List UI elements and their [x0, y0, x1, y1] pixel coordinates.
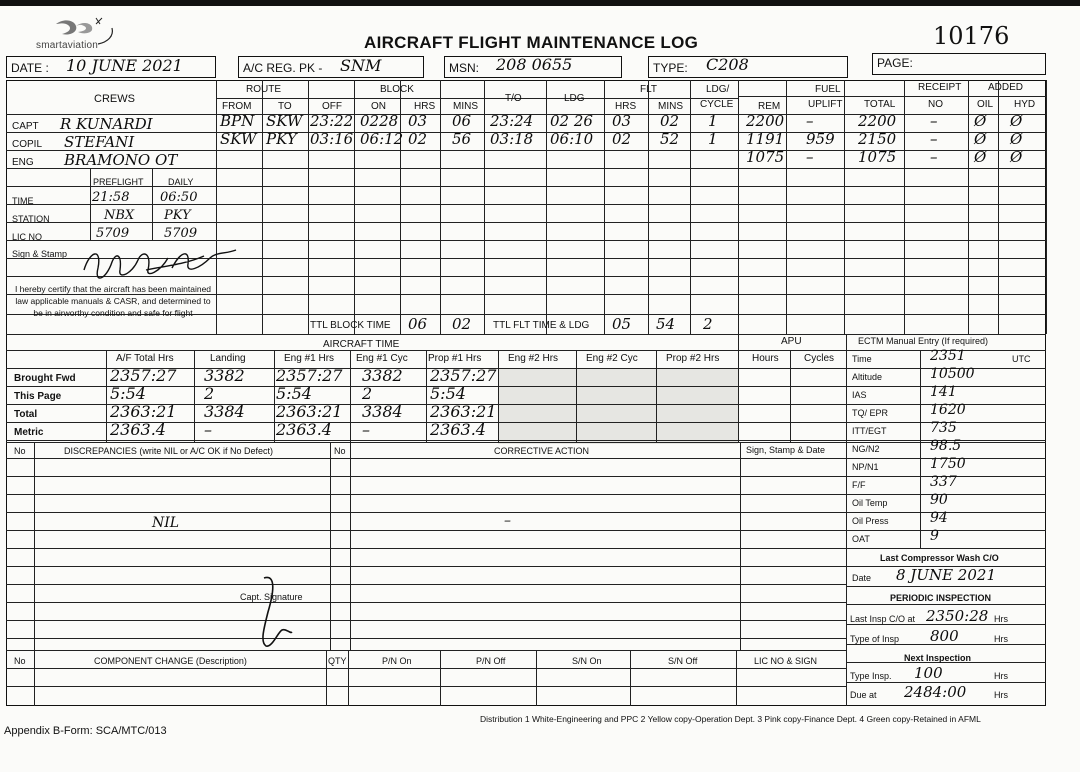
corrective-no-header: No	[334, 446, 346, 456]
flight-cell-rem: 2200	[746, 112, 785, 130]
aircraft-time-cell: 2357:27	[430, 366, 497, 385]
grid-hline	[738, 276, 1046, 277]
grid-hline	[738, 168, 1046, 169]
type-insp-value: 800	[930, 627, 959, 645]
comp-title: COMPONENT CHANGE (Description)	[94, 656, 247, 666]
grid-hline	[738, 186, 1046, 187]
flight-cell-from: SKW	[220, 130, 257, 148]
grid-hline	[6, 458, 846, 459]
ectm-label: NP/N1	[852, 462, 879, 472]
type-insp-label: Type of Insp	[850, 634, 900, 644]
flight-cell-rem: 1191	[746, 130, 785, 148]
type-value: C208	[706, 55, 749, 74]
msn-label: MSN:	[449, 61, 479, 75]
aircraft-time-col-header: Eng #1 Cyc	[356, 353, 408, 364]
oil-header: OIL	[977, 99, 994, 110]
flight-cell-flt_mins: 02	[660, 112, 680, 130]
grid-hline	[6, 334, 1046, 335]
grid-vline	[216, 80, 217, 334]
last-insp-hrs: Hrs	[994, 614, 1008, 624]
preflight-header: PREFLIGHT	[93, 177, 144, 187]
capt-label: CAPT	[12, 121, 39, 132]
time-label: TIME	[12, 196, 34, 206]
ectm-title: ECTM Manual Entry (If required)	[858, 336, 989, 346]
pn-off-header: P/N Off	[476, 656, 506, 666]
due-hrs: Hrs	[994, 690, 1008, 700]
reg-value: SNM	[340, 56, 382, 75]
flight-cell-hrs: 03	[408, 112, 428, 130]
shaded-unused-cells	[498, 368, 738, 444]
disc-entry: NIL	[152, 515, 180, 531]
lic-label: LIC NO	[12, 232, 43, 242]
flight-cell-to_t: 03:18	[490, 130, 534, 148]
comp-no-header: No	[14, 656, 26, 666]
grid-hline	[6, 512, 846, 513]
grid-hline	[846, 548, 1046, 549]
lic-sign-header: LIC NO & SIGN	[754, 656, 818, 666]
off-header: OFF	[322, 101, 342, 112]
flight-cell-flt_hrs: 02	[612, 130, 632, 148]
aircraft-time-cell: 3382	[204, 366, 245, 385]
grid-hline	[738, 258, 1046, 259]
to-header: TO	[278, 101, 292, 112]
grid-hline	[738, 222, 1046, 223]
next-type-hrs: Hrs	[994, 671, 1008, 681]
ectm-label: F/F	[852, 480, 866, 490]
grid-hline	[6, 476, 846, 477]
flight-cell-receipt: –	[930, 148, 938, 166]
aircraft-time-cell: 2	[362, 384, 373, 403]
sn-on-header: S/N On	[572, 656, 602, 666]
logo-text: smartaviation	[36, 40, 99, 51]
grid-vline	[426, 350, 427, 442]
aircraft-time-cell: –	[204, 420, 212, 439]
ttl-flt-label: TTL FLT TIME & LDG	[493, 320, 590, 331]
flight-cell-oil: Ø	[974, 148, 987, 166]
fuel-header: FUEL	[815, 84, 841, 95]
flight-cell-total: 1075	[858, 148, 897, 166]
aircraft-time-col-header: A/F Total Hrs	[116, 353, 174, 364]
aircraft-time-cell: 5:54	[276, 384, 312, 403]
ectm-value: 90	[930, 492, 948, 508]
aircraft-time-cell: 2363:21	[430, 402, 497, 421]
block-hrs-header: HRS	[414, 101, 436, 112]
from-header: FROM	[222, 101, 252, 112]
capt-name: R KUNARDI	[60, 115, 153, 133]
aircraft-time-row-label: Total	[14, 409, 38, 420]
grid-vline	[34, 442, 35, 650]
ectm-label: Altitude	[852, 372, 883, 382]
grid-vline	[920, 350, 921, 548]
flight-cell-from: BPN	[220, 112, 255, 130]
grid-hline	[6, 548, 846, 549]
ectm-label: Oil Temp	[852, 498, 888, 508]
sn-off-header: S/N Off	[668, 656, 698, 666]
ectm-value: 337	[930, 474, 957, 490]
aircraft-time-cell: 5:54	[430, 384, 466, 403]
aircraft-time-cell: 3384	[362, 402, 403, 421]
grid-vline	[498, 350, 499, 442]
ttl-block-label: TTL BLOCK TIME	[310, 320, 391, 331]
grid-vline	[630, 650, 631, 706]
aircraft-time-cell: 3384	[204, 402, 245, 421]
corrective-entry: –	[504, 513, 511, 529]
grid-hline	[846, 530, 1046, 531]
flight-cell-mins: 06	[452, 112, 472, 130]
pn-on-header: P/N On	[382, 656, 412, 666]
flight-cell-hyd: Ø	[1010, 148, 1023, 166]
aircraft-time-cell: 2357:27	[110, 366, 177, 385]
station-label: STATION	[12, 214, 50, 224]
grid-hline	[738, 294, 1046, 295]
flight-cell-to_t: 23:24	[490, 112, 534, 130]
grid-vline	[308, 80, 309, 334]
grid-vline	[846, 334, 847, 706]
aircraft-time-row-label: Metric	[14, 427, 44, 438]
grid-hline	[738, 350, 846, 351]
ectm-value: 1750	[930, 456, 966, 472]
flight-cell-ldg: 06:10	[550, 130, 594, 148]
grid-hline	[6, 530, 846, 531]
date-label: DATE :	[11, 61, 49, 75]
grid-vline	[790, 350, 791, 442]
ectm-label: TQ/ EPR	[852, 408, 889, 418]
aircraft-time-col-header: Eng #1 Hrs	[284, 353, 335, 364]
aircraft-time-cell: 2357:27	[276, 366, 343, 385]
ectm-label: IAS	[852, 390, 867, 400]
ldg-cycle-header-1: LDG/	[706, 84, 730, 95]
ectm-value: 735	[930, 420, 957, 436]
grid-vline	[1046, 80, 1047, 334]
flight-cell-oil: Ø	[974, 130, 987, 148]
grid-vline	[400, 80, 401, 334]
added-header: ADDED	[988, 82, 1024, 93]
receipt-no-header: NO	[928, 99, 943, 110]
grid-hline	[6, 350, 738, 351]
type-insp-hrs: Hrs	[994, 634, 1008, 644]
grid-hline	[6, 638, 846, 639]
grid-vline	[648, 80, 649, 334]
reg-label: A/C REG. PK -	[243, 61, 323, 75]
grid-vline	[968, 80, 969, 334]
receipt-header: RECEIPT	[918, 82, 962, 93]
grid-vline	[326, 650, 327, 706]
grid-vline	[348, 650, 349, 706]
grid-vline	[844, 80, 845, 334]
grid-vline	[262, 80, 263, 334]
aircraft-time-header: AIRCRAFT TIME	[323, 339, 400, 350]
periodic-title: PERIODIC INSPECTION	[890, 593, 992, 603]
flt-header: FLT	[640, 84, 658, 95]
flight-cell-off: 03:16	[310, 130, 354, 148]
aircraft-time-cell: 2363.4	[110, 420, 166, 439]
flight-cell-on: 0228	[360, 112, 399, 130]
ectm-value: 141	[930, 384, 957, 400]
ldg-cycle-header-2: CYCLE	[700, 99, 734, 110]
flight-cell-ldg: 02 26	[550, 112, 593, 130]
grid-hline	[738, 240, 1046, 241]
hyd-header: HYD	[1014, 99, 1036, 110]
grid-vline	[904, 80, 905, 334]
block-header: BLOCK	[380, 84, 414, 95]
flight-cell-oil: Ø	[974, 112, 987, 130]
grid-vline	[736, 650, 737, 706]
capt-signature-icon	[246, 572, 306, 652]
flight-cell-receipt: –	[930, 112, 938, 130]
ectm-value: 9	[930, 528, 939, 544]
page-label: PAGE:	[877, 56, 913, 70]
grid-vline	[330, 442, 331, 650]
grid-hline	[6, 668, 846, 669]
grid-vline	[604, 80, 605, 334]
crews-header: CREWS	[94, 93, 135, 105]
aircraft-time-col-header: Eng #2 Cyc	[586, 353, 638, 364]
serial-number: 10176	[933, 22, 1010, 50]
flight-cell-off: 23:22	[310, 112, 354, 130]
aircraft-time-row-label: Brought Fwd	[14, 373, 76, 384]
flight-cell-cycle: 1	[708, 130, 718, 148]
type-label: TYPE:	[653, 61, 688, 75]
disc-title: DISCREPANCIES (write NIL or A/C OK if No Defect)	[64, 446, 274, 456]
daily-time: 06:50	[160, 190, 198, 205]
flight-cell-mins: 56	[452, 130, 472, 148]
qty-header: QTY	[328, 656, 347, 666]
aircraft-time-cell: 2363.4	[430, 420, 486, 439]
aircraft-time-row-label: This Page	[14, 391, 62, 402]
due-label: Due at	[850, 690, 877, 700]
ectm-value: 2351	[930, 348, 966, 364]
preflight-station: NBX	[104, 208, 135, 223]
flight-cell-hyd: Ø	[1010, 112, 1023, 130]
grid-hline	[6, 494, 846, 495]
grid-vline	[738, 334, 739, 442]
grid-vline	[998, 80, 999, 334]
daily-station: PKY	[164, 208, 191, 223]
aircraft-time-col-header: Landing	[210, 353, 246, 364]
last-insp-value: 2350:28	[926, 607, 989, 625]
next-type-value: 100	[914, 664, 943, 682]
route-header: ROUTE	[246, 84, 281, 95]
eng-name: BRAMONO OT	[64, 151, 178, 169]
grid-vline	[656, 350, 657, 442]
distribution-text: Distribution 1 White-Engineering and PPC 2 Yellow copy-Operation Dept. 3 Pink copy-Finance Dept. 4 Green copy-Retained in AFML	[480, 714, 981, 724]
to-time-header: T/O	[505, 93, 522, 104]
preflight-time: 21:58	[92, 190, 130, 205]
ttl-flt-mins: 54	[656, 315, 676, 333]
ectm-value: 10500	[930, 366, 975, 382]
grid-vline	[350, 442, 351, 650]
wash-title: Last Compressor Wash C/O	[880, 553, 999, 563]
last-insp-label: Last Insp C/O at	[850, 614, 916, 624]
flight-cell-uplift: –	[806, 112, 814, 130]
ectm-label: NG/N2	[852, 444, 880, 454]
aircraft-time-cell: –	[362, 420, 370, 439]
flight-cell-on: 06:12	[360, 130, 404, 148]
ttl-block-mins: 02	[452, 315, 472, 333]
grid-vline	[740, 442, 741, 650]
grid-vline	[274, 350, 275, 442]
grid-hline	[6, 650, 846, 651]
daily-lic: 5709	[164, 226, 198, 241]
ectm-label: Time	[852, 354, 872, 364]
grid-hline	[6, 566, 846, 567]
due-value: 2484:00	[904, 683, 967, 701]
flight-cell-to: PKY	[266, 130, 297, 148]
wash-date-value: 8 JUNE 2021	[896, 566, 996, 584]
grid-vline	[106, 350, 107, 442]
aircraft-time-cell: 2363:21	[276, 402, 343, 421]
aircraft-time-cell: 3382	[362, 366, 403, 385]
grid-hline	[6, 686, 846, 687]
copil-label: COPIL	[12, 139, 43, 150]
grid-vline	[546, 80, 547, 334]
sign-stamp-label: Sign & Stamp	[12, 249, 68, 259]
flight-cell-flt_mins: 52	[660, 130, 680, 148]
ectm-value: 1620	[930, 402, 966, 418]
grid-hline	[738, 204, 1046, 205]
grid-hline	[6, 620, 846, 621]
preflight-lic: 5709	[96, 226, 130, 241]
block-mins-header: MINS	[453, 101, 478, 112]
grid-hline	[6, 602, 846, 603]
corrective-header: CORRECTIVE ACTION	[494, 446, 590, 456]
aircraft-time-col-header: Prop #1 Hrs	[428, 353, 482, 364]
ectm-label: OAT	[852, 534, 870, 544]
grid-vline	[690, 80, 691, 334]
grid-vline	[350, 350, 351, 442]
on-header: ON	[371, 101, 386, 112]
flt-hrs-header: HRS	[615, 101, 637, 112]
ectm-label: ITT/EGT	[852, 426, 887, 436]
flight-cell-hyd: Ø	[1010, 130, 1023, 148]
aircraft-time-cell: 2	[204, 384, 215, 403]
disc-no-header: No	[14, 446, 26, 456]
flight-cell-uplift: –	[806, 148, 814, 166]
flight-cell-flt_hrs: 03	[612, 112, 632, 130]
flight-cell-to: SKW	[266, 112, 303, 130]
grid-hline	[216, 98, 738, 99]
grid-vline	[34, 650, 35, 706]
page-title: AIRCRAFT FLIGHT MAINTENANCE LOG	[364, 33, 699, 52]
flight-cell-rem: 1075	[746, 148, 785, 166]
flight-cell-receipt: –	[930, 130, 938, 148]
aircraft-time-col-header: Prop #2 Hrs	[666, 353, 720, 364]
grid-hline	[738, 96, 1046, 97]
flight-cell-hrs: 02	[408, 130, 428, 148]
flight-cell-total: 2150	[858, 130, 897, 148]
grid-hline	[6, 584, 846, 585]
ectm-label: Oil Press	[852, 516, 889, 526]
date-value: 10 JUNE 2021	[66, 56, 183, 75]
apu-hours-header: Hours	[752, 353, 779, 364]
certify-text: I hereby certify that the aircraft has been maintained law applicable manuals & CASR, and determined to be in airworthy condition and safe for flight	[14, 284, 212, 318]
appendix-text: Appendix B-Form: SCA/MTC/013	[4, 725, 167, 737]
ectm-value: 98.5	[930, 438, 962, 454]
ttl-ldg: 2	[703, 315, 713, 333]
flt-mins-header: MINS	[658, 101, 683, 112]
next-type-label: Type Insp.	[850, 671, 892, 681]
grid-vline	[354, 80, 355, 334]
grid-vline	[738, 80, 739, 334]
aircraft-time-cell: 2363:21	[110, 402, 177, 421]
grid-vline	[786, 80, 787, 334]
aircraft-time-cell: 2363.4	[276, 420, 332, 439]
fuel-total-header: TOTAL	[864, 99, 896, 110]
grid-hline	[6, 442, 1046, 443]
wash-date-label: Date	[852, 573, 872, 583]
apu-cycles-header: Cycles	[804, 353, 835, 364]
copil-name: STEFANI	[64, 133, 135, 151]
flight-cell-total: 2200	[858, 112, 897, 130]
grid-hline	[846, 586, 1046, 587]
msn-value: 208 0655	[496, 55, 573, 74]
grid-vline	[536, 650, 537, 706]
grid-vline	[440, 650, 441, 706]
uplift-header: UPLIFT	[808, 99, 843, 110]
grid-vline	[484, 80, 485, 334]
aircraft-time-col-header: Eng #2 Hrs	[508, 353, 559, 364]
eng-label: ENG	[12, 157, 34, 168]
flight-cell-uplift: 959	[806, 130, 835, 148]
ttl-flt-hrs: 05	[612, 315, 632, 333]
rem-header: REM	[758, 101, 781, 112]
ectm-value: 94	[930, 510, 948, 526]
ldg-header: LDG	[564, 93, 585, 104]
capt-signature-label: Capt. Signature	[240, 592, 303, 602]
grid-vline	[440, 80, 441, 334]
daily-header: DAILY	[168, 177, 194, 187]
grid-vline	[194, 350, 195, 442]
grid-hline	[846, 604, 1046, 605]
aircraft-time-cell: 5:54	[110, 384, 146, 403]
next-insp-title: Next Inspection	[904, 653, 972, 663]
ectm-unit: UTC	[1012, 354, 1031, 364]
grid-vline	[576, 350, 577, 442]
apu-header: APU	[781, 336, 802, 347]
grid-hline	[738, 314, 1046, 315]
sign-date-header: Sign, Stamp & Date	[746, 445, 826, 455]
flight-cell-cycle: 1	[708, 112, 718, 130]
ttl-block-hrs: 06	[408, 315, 428, 333]
